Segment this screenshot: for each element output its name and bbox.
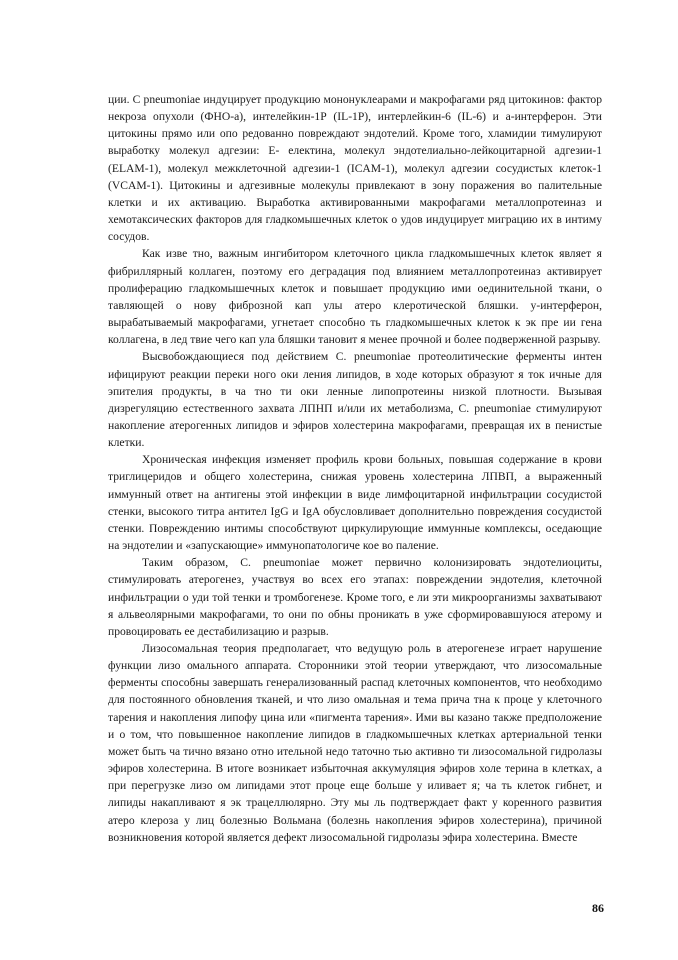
- paragraph-6: Лизосомальная теория предполагает, что ведущую роль в атерогенезе играет нарушение функции лизо омального аппарата. Сторонники этой теории утверждают, что лизосомальные ферменты способны завершать генерализованный распад клеточных компонентов, что необходимо для постоянного обновления тканей, и что лизо омальная и тема прича тна к проце у клеточного тарения и накопления липофу цина или «пигмента тарения». Ими вы казано также предположение и о том, что повышенное накопление липидов в гладкомышечных клетках артериальной тенки может быть ча тично вязано отно ительной недо таточно тью активно ти лизосомальной гидролазы эфиров холестерина. В итоге возникает избыточная аккумуляция эфиров холе терина в клетках, а при перегрузке лизо ом липидами этот проце еще больше у иливает я; ча ть клеток гибнет, и липиды накапливают я эк трацеллюлярно. Эту мы ль подтверждает факт у коренного развития атеро клероза у лиц болезнью Вольмана (болезнь накопления эфиров холестерина), причиной возникновения которой является дефект лизосомальной гидролазы эфира холестерина. Вместе: [108, 642, 602, 844]
- paragraph-3: Высвобождающиеся под действием C. pneumoniae протеолитические ферменты интен ифицируют реакции переки ного оки ления липидов, в ходе которых образуют я ток ичные для эпителия продукты, в ча тно ти оки ленные липопротеины низкой плотности. Вызывая дизрегуляцию естественного захвата ЛПНП и/или их метаболизма, C. pneumoniae стимулируют накопление атерогенных липидов и эфиров холестерина макрофагами, превращая их в пенистые клетки.: [108, 350, 602, 450]
- body-text: [108, 91, 602, 846]
- paragraph-5: Таким образом, C. pneumoniae может первично колонизировать эндотелиоциты, стимулировать атерогенез, участвуя во всех его этапах: повреждении эндотелия, клеточной инфильтрации о уди той тенки и тромбогенезе. Кроме того, е ли эти микроорганизмы захватывают я альвеолярными макрофагами, то они по обны проникать в уже сформировавшуюся атерому и провоцировать ее дестабилизацию и разрыв.: [108, 556, 602, 638]
- page-number: 86: [592, 901, 604, 915]
- paragraph-4: Хроническая инфекция изменяет профиль крови больных, повышая содержание в крови триглицеридов и общего холестерина, снижая уровень холестерина ЛПВП, а выраженный иммунный ответ на антигены этой инфекции в виде лимфоцитарной инфильтрации сосудистой стенки, высокого титра антител IgG и IgA обусловливает дополнительно повреждения сосудистой стенки. Повреждению интимы способствуют циркулирующие иммунные комплексы, оседающие на эндотелии и «запускающие» иммунопатологиче кое во паление.: [108, 453, 602, 553]
- paragraph-2: Как изве тно, важным ингибитором клеточного цикла гладкомышечных клеток являет я фибриллярный коллаген, поэтому его деградация под влиянием металлопротеиназ активирует пролиферацию гладкомышечных клеток и повышает продукцию ими оединительной ткани, о тавляющей о нову фиброзной кап улы атеро клеротической бляшки. у-интерферон, вырабатываемый макрофагами, угнетает способно ть гладкомышечных клеток к эк пре ии гена коллагена, в лед твие чего кап ула бляшки тановит я менее прочной и более подверженной разрыву.: [108, 247, 602, 347]
- paragraph-1: ции. C pneumoniae индуцирует продукцию мононуклеарами и макрофагами ряд цитокинов: фактор некроза опухоли (ФНО-а), интелейкин-1Р (IL-1P), интерлейкин-6 (IL-6) и а-интерферон. Эти цитокины прямо или опо редованно повреждают эндотелий. Кроме того, хламидии тимулируют выработку молекул адгезии: Е- електина, молекул эндотелиально-лейкоцитарной адгезии-1 (ELAM-1), молекул межклеточной адгезии-1 (ICAM-1), молекул адгезии сосудистых клеток-1 (VCAM-1). Цитокины и адгезивные молекулы привлекают в зону поражения во палительные клетки и их активацию. Выработка активированными макрофагами металлопротеиназ и хемотаксических факторов для гладкомышечных клеток о удов индуцирует миграцию их в интиму сосудов.: [108, 93, 602, 244]
